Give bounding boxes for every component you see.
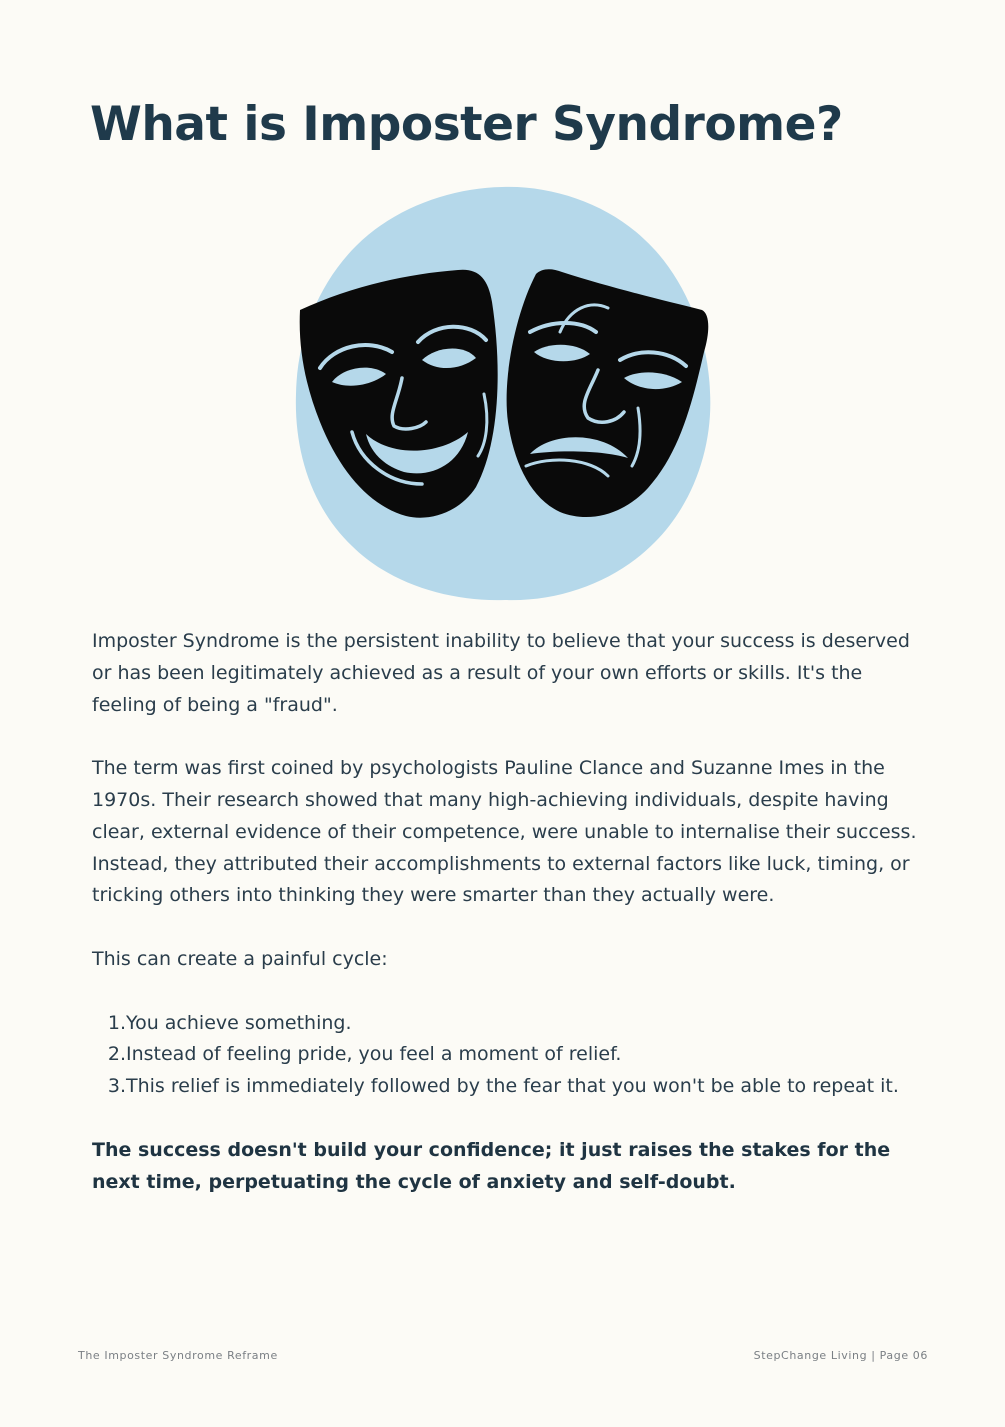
- list-item-number: 1.: [107, 1011, 126, 1034]
- definition-paragraph: Imposter Syndrome is the persistent inability to believe that your success is deserved or has been legitimately achieved as a result of your own efforts or skills. It's the feeling of being a "fraud".: [92, 630, 910, 716]
- history-paragraph: The term was first coined by psychologists Pauline Clance and Suzanne Imes in the 1970s. Their research showed that many high-achieving individuals, despite having clear, external evidence of their competence, were unable to internalise their success. Instead, they attributed their accomplishments to external factors like luck, timing, or tricking others into thinking they were smarter than they actually were.: [92, 757, 917, 907]
- list-item: [92, 1008, 917, 1040]
- footer-page-info: StepChange Living | Page 06: [753, 1349, 928, 1362]
- conclusion-paragraph: The success doesn't build your confidence; it just raises the stakes for the next time, perpetuating the cycle of anxiety and self-doubt.: [92, 1138, 891, 1193]
- list-item-text: You achieve something.: [126, 1011, 352, 1034]
- list-item-text: This relief is immediately followed by the fear that you won't be able to repeat it.: [126, 1075, 899, 1098]
- body-text: [92, 626, 917, 1230]
- list-item-text: Instead of feeling pride, you feel a moment of relief.: [126, 1043, 622, 1066]
- list-item-number: 3.: [107, 1075, 126, 1098]
- page-title: What is Imposter Syndrome?: [90, 97, 843, 152]
- list-item-number: 2.: [107, 1043, 126, 1066]
- cycle-intro-paragraph: This can create a painful cycle:: [92, 947, 388, 970]
- list-item: [92, 1039, 917, 1071]
- comedy-tragedy-masks-icon: [290, 182, 715, 607]
- list-item: [92, 1071, 917, 1103]
- footer-document-title: The Imposter Syndrome Reframe: [78, 1349, 278, 1362]
- cycle-list: [92, 1008, 917, 1103]
